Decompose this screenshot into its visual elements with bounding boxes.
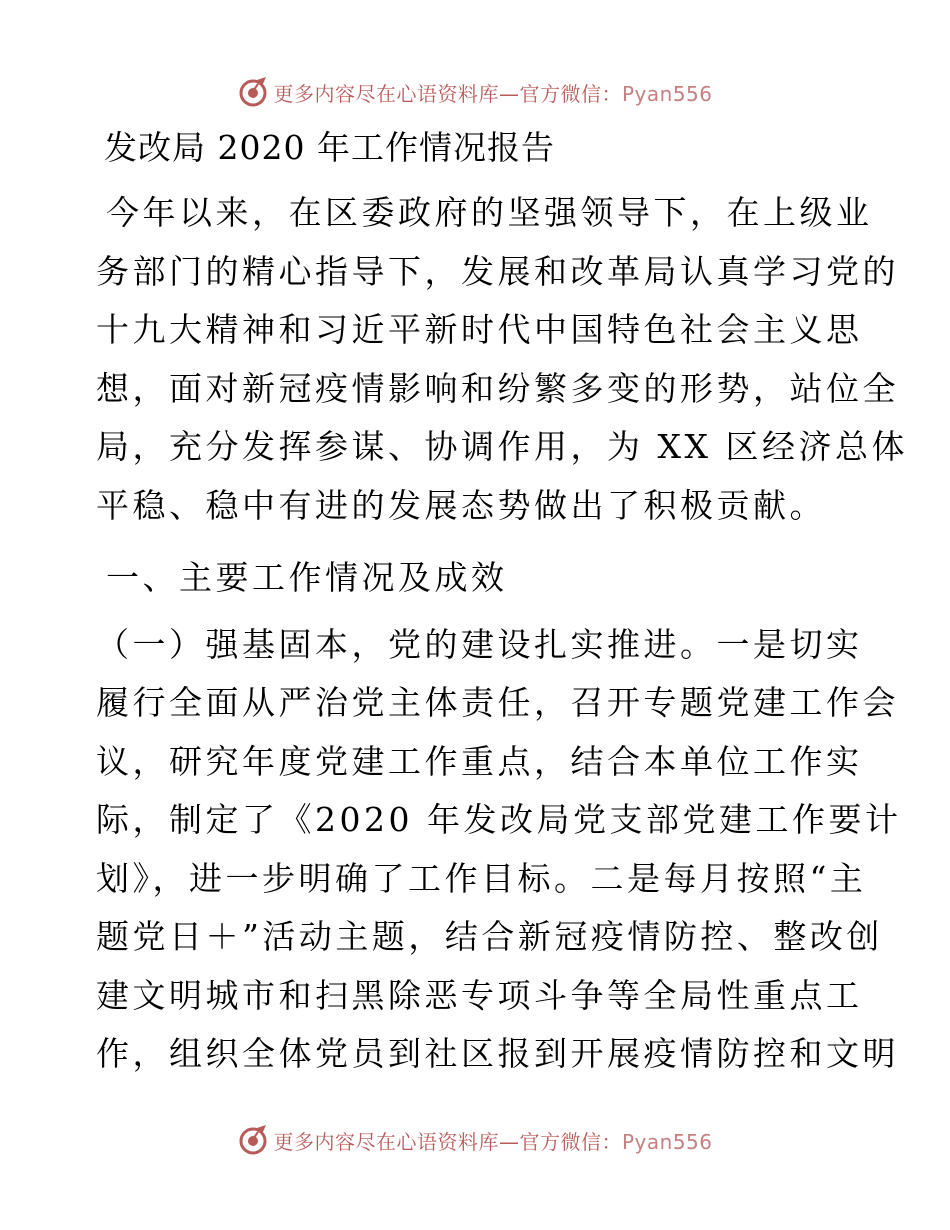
- paragraph-line: 想，面对新冠疫情影响和纷繁多变的形势，站位全: [96, 368, 899, 408]
- pen-circle-icon: [237, 76, 269, 108]
- paragraph-line: 平稳、稳中有进的发展态势做出了积极贡献。: [96, 485, 826, 525]
- paragraph-line: 作，组织全体党员到社区报到开展疫情防控和文明: [96, 1034, 899, 1073]
- paragraph-line: 题党日＋”活动主题，结合新冠疫情防控、整改创: [96, 917, 883, 956]
- intro-paragraph: [96, 184, 908, 535]
- paragraph-line: 际，制定了《2020 年发改局党支部党建工作要计: [96, 800, 902, 839]
- paragraph-line: 今年以来，在区委政府的坚强领导下，在上级业: [106, 193, 873, 232]
- watermark-text: 更多内容尽在心语资料库—官方微信：Pyan556: [273, 1129, 713, 1154]
- document-title: 发改局 2020 年工作情况报告: [104, 128, 555, 167]
- pen-circle-icon: [237, 1124, 269, 1156]
- paragraph-line: 议，研究年度党建工作重点，结合本单位工作实: [96, 741, 863, 781]
- wechat-id: Pyan556: [621, 81, 713, 106]
- paragraph-line: 局，充分发挥参谋、协调作用，为 XX 区经济总体: [96, 427, 908, 466]
- paragraph-line: 十九大精神和习近平新时代中国特色社会主义思: [96, 310, 863, 349]
- paragraph-line: 划》，进一步明确了工作目标。二是每月按照“主: [96, 858, 867, 898]
- wechat-id: Pyan556: [621, 1129, 713, 1154]
- watermark-banner-top: [0, 72, 950, 112]
- watermark-text: 更多内容尽在心语资料库—官方微信：Pyan556: [273, 81, 713, 106]
- paragraph-line: 务部门的精心指导下，发展和改革局认真学习党的: [96, 251, 899, 291]
- section-heading: 一、主要工作情况及成效: [106, 558, 508, 597]
- document-body: [96, 122, 908, 1084]
- watermark-banner-bottom: [0, 1120, 950, 1160]
- paragraph-line: 建文明城市和扫黑除恶专项斗争等全局性重点工: [96, 975, 863, 1015]
- section-paragraph: [96, 616, 902, 1084]
- paragraph-line: 履行全面从严治党主体责任，召开专题党建工作会: [96, 683, 899, 722]
- paragraph-line: （一）强基固本，党的建设扎实推进。一是切实: [96, 624, 863, 664]
